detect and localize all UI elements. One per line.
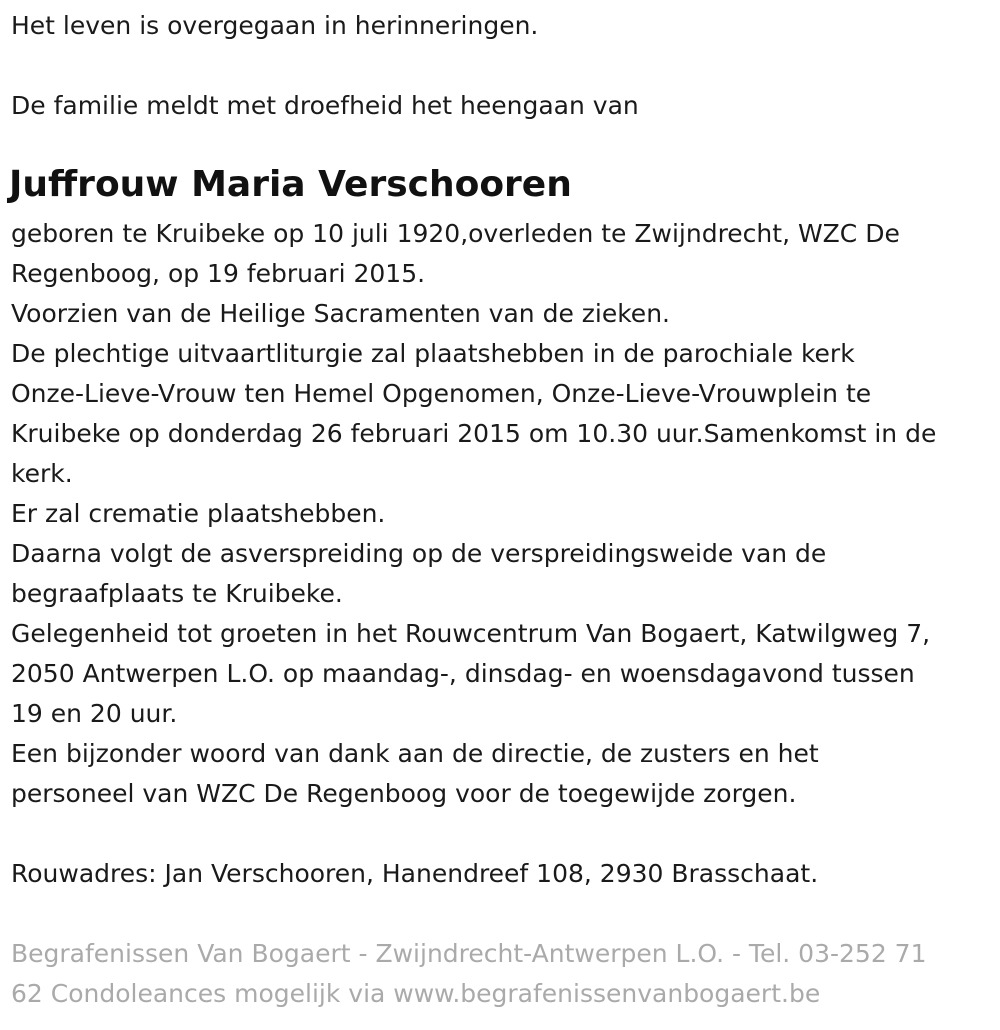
body-line: 2050 Antwerpen L.O. op maandag-, dinsdag- en woensdagavond tussen (11, 659, 915, 688)
deceased-name: Juffrouw Maria Verschooren (9, 164, 572, 205)
body-line: Kruibeke op donderdag 26 februari 2015 om 10.30 uur.Samenkomst in de (11, 419, 937, 448)
body-line: geboren te Kruibeke op 10 juli 1920,overleden te Zwijndrecht, WZC De (11, 219, 900, 248)
body-line: Er zal crematie plaatshebben. (11, 499, 386, 528)
body-line: Onze-Lieve-Vrouw ten Hemel Opgenomen, Onze-Lieve-Vrouwplein te (11, 379, 872, 408)
body-line: Regenboog, op 19 februari 2015. (11, 259, 426, 288)
mourning-address: Rouwadres: Jan Verschooren, Hanendreef 108, 2930 Brasschaat. (11, 859, 819, 888)
body-line: kerk. (11, 459, 73, 488)
footer-line-1: Begrafenissen Van Bogaert - Zwijndrecht-Antwerpen L.O. - Tel. 03-252 71 (11, 939, 927, 968)
body-line: Daarna volgt de asverspreiding op de verspreidingsweide van de (11, 539, 827, 568)
body-line: De plechtige uitvaartliturgie zal plaatshebben in de parochiale kerk (11, 339, 855, 368)
obituary-body (11, 214, 936, 814)
funeral-home-footer (11, 934, 926, 1014)
intro-line-2: De familie meldt met droefheid het heengaan van (11, 91, 639, 120)
body-line: Gelegenheid tot groeten in het Rouwcentrum Van Bogaert, Katwilgweg 7, (11, 619, 931, 648)
body-line: begraafplaats te Kruibeke. (11, 579, 343, 608)
body-line: 19 en 20 uur. (11, 699, 178, 728)
body-line: Een bijzonder woord van dank aan de directie, de zusters en het (11, 739, 819, 768)
intro-line-1: Het leven is overgegaan in herinneringen. (11, 11, 539, 40)
body-line: personeel van WZC De Regenboog voor de toegewijde zorgen. (11, 779, 797, 808)
body-line: Voorzien van de Heilige Sacramenten van de zieken. (11, 299, 670, 328)
footer-line-2: 62 Condoleances mogelijk via www.begrafenissenvanbogaert.be (11, 979, 821, 1008)
